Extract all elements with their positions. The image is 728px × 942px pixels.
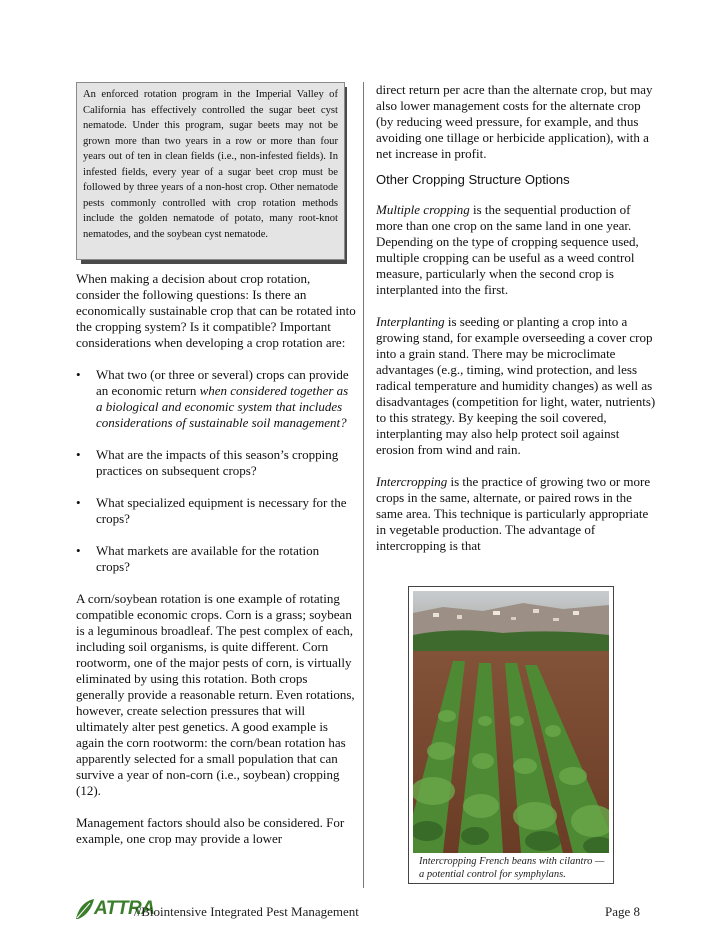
crop-field-photo <box>413 591 609 853</box>
bullet-item <box>76 495 356 527</box>
figure <box>408 586 614 884</box>
bullet-item <box>76 367 356 431</box>
bullet-dot: • <box>76 447 81 462</box>
term-multiple-cropping: Multiple cropping <box>376 202 470 217</box>
left-column <box>76 271 356 863</box>
bullet-text: What specialized equipment is necessary for the crops? <box>96 495 347 526</box>
bullet-text: What two (or three or several) crops can provide an economic return <box>96 367 349 398</box>
bullet-emphasis: when considered together as a biological and economic system that includes considerations of sustainable soil management? <box>96 383 349 430</box>
right-column <box>376 82 656 570</box>
corn-soybean-paragraph: A corn/soybean rotation is one example of rotating compatible economic crops. Corn is a grass; soybean is a leguminous broadleaf. The pest complex of each, including soil organisms, is quite different. Corn rootworm, one of the major pests of corn, is virtually eliminated by using this rotation. Both crops generally provide a reasonable return. Even rotations, however, create selection pressures that will ultimately alter pest genetics. A good example is again the corn rootworm: the corn/bean rotation has apparently selected for a small population that can survive a year of non-corn (i.e., soybean) cropping (12). <box>76 591 355 798</box>
term-interplanting: Interplanting <box>376 314 445 329</box>
sidebar-text: An enforced rotation program in the Imperial Valley of California has effectively controlled the sugar beet cyst nematode. Under this program, sugar beets may not be grown more than two years in a row or more than four years out of ten in clean fields (i.e., non-infested fields). In infested fields, every year of a sugar beet crop must be followed by three years of a non-host crop. Other nematode pests commonly controlled with crop rotation methods include the golden nematode of potato, many root-knot nematodes, and the soybean cyst nematode. <box>76 82 345 260</box>
intercropping-paragraph: Intercropping is the practice of growing two or more crops in the same, alternate, or paired rows in the same area. This technique is particularly appropriate in vegetable production. The advantage of intercropping is that <box>376 474 651 553</box>
logo-text: ATTRA <box>94 898 155 919</box>
term-intercropping: Intercropping <box>376 474 448 489</box>
bullet-text: What markets are available for the rotation crops? <box>96 543 320 574</box>
sidebar-callout <box>76 82 348 264</box>
section-heading: Other Cropping Structure Options <box>376 172 570 187</box>
management-paragraph: Management factors should also be considered. For example, one crop may provide a lower <box>76 815 345 846</box>
figure-caption: Intercropping French beans with cilantro —a potential control for symphylans. <box>419 856 605 880</box>
bullet-dot: • <box>76 495 81 510</box>
bullet-item <box>76 447 356 479</box>
page-number: Page 8 <box>604 904 640 919</box>
bullet-dot: • <box>76 367 81 382</box>
footer-title: //Biointensive Integrated Pest Management <box>134 904 359 919</box>
bullet-dot: • <box>76 543 81 558</box>
continuation-paragraph: direct return per acre than the alternate crop, but may also lower management costs for the alternate crop (by reducing weed pressure, for example, and thus avoiding one tillage or herbicide application), with a net increase in profit. <box>376 82 653 161</box>
bullet-item <box>76 543 356 575</box>
column-divider <box>363 82 364 888</box>
bullet-text: What are the impacts of this season’s cropping practices on subsequent crops? <box>96 447 339 478</box>
multiple-cropping-paragraph: Multiple cropping is the sequential production of more than one crop on the same land in one year. Depending on the type of cropping sequence used, multiple cropping can be useful as a weed control measure, particularly when the second crop is interplanted into the first. <box>376 202 639 297</box>
leaf-icon <box>74 897 96 921</box>
interplanting-paragraph: Interplanting is seeding or planting a crop into a growing stand, for example overseeding a cover crop into a grain stand. There may be microclimate advantages (e.g., timing, wind protection, and less radical temperature and humidity changes) as well as disadvantages (competition for light, water, nutrients) to this strategy. By keeping the soil covered, interplanting may also help protect soil against erosion from wind and rain. <box>376 314 656 457</box>
intro-paragraph: When making a decision about crop rotation, consider the following questions: Is there an economically sustainable crop that can be rotated into the cropping system? Is it compatible? Important considerations when developing a crop rotation are: <box>76 271 356 350</box>
page-footer <box>74 896 658 922</box>
